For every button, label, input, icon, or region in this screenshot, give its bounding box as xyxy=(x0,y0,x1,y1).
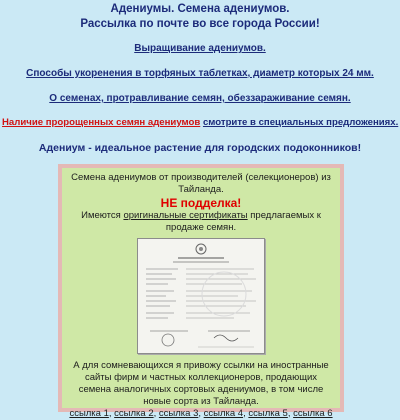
link-rooting[interactable]: Способы укоренения в торфяных таблетках, диаметр которых 24 мм. xyxy=(26,68,374,79)
external-link-2[interactable]: ссылка 2 xyxy=(114,408,154,419)
promo-box xyxy=(58,164,344,419)
external-link-6[interactable]: ссылка 6 xyxy=(293,408,333,419)
offer-link-sprouted[interactable]: Наличие пророщенных семян адениумов xyxy=(2,117,201,128)
certificates-link[interactable]: оригинальные сертификаты xyxy=(123,210,248,221)
promo-intro: Семена адениумов от производителей (селекционеров) из Тайланда. xyxy=(71,172,331,195)
promo-outro: А для сомневающихся я привожу ссылки на иностранные сайты фирм и частных коллекционеров, продающих семена аналогичных сортовых адениумов, в том числе новые сорта из Тайланда. xyxy=(73,360,329,407)
offer-line xyxy=(2,116,398,129)
cert-prefix: Имеются xyxy=(81,210,121,221)
cert-suffix: предлагаемых к продаже семян. xyxy=(165,210,321,233)
external-link-3[interactable]: ссылка 3 xyxy=(158,408,199,419)
certificate-scan-icon xyxy=(138,239,264,353)
external-link-5[interactable]: ссылка 5 xyxy=(248,408,288,419)
link-growing[interactable]: Выращивание адениумов. xyxy=(134,43,266,54)
promo-warning: НЕ подделка! xyxy=(160,196,242,210)
title-line-2: Рассылка по почте во все города России! xyxy=(80,18,320,30)
external-links: ссылка 1, ссылка 2, ссылка 3, ссылка 4, ссылка 5, ссылка 6 xyxy=(69,408,333,419)
external-link-1[interactable]: ссылка 1 xyxy=(69,408,109,419)
title-line-1: Адениумы. Семена адениумов. xyxy=(110,3,290,15)
certificate-image[interactable] xyxy=(137,238,265,354)
promo-certificates-text xyxy=(68,210,334,234)
link-seeds[interactable]: О семенах, протравливание семян, обеззараживание семян. xyxy=(49,93,351,104)
page-title xyxy=(0,0,400,32)
offer-link-special[interactable]: смотрите в специальных предложениях. xyxy=(202,117,399,128)
slogan: Адениум - идеальное растение для городских подоконников! xyxy=(38,142,362,154)
external-link-4[interactable]: ссылка 4 xyxy=(203,408,244,419)
promo-content xyxy=(62,168,340,419)
